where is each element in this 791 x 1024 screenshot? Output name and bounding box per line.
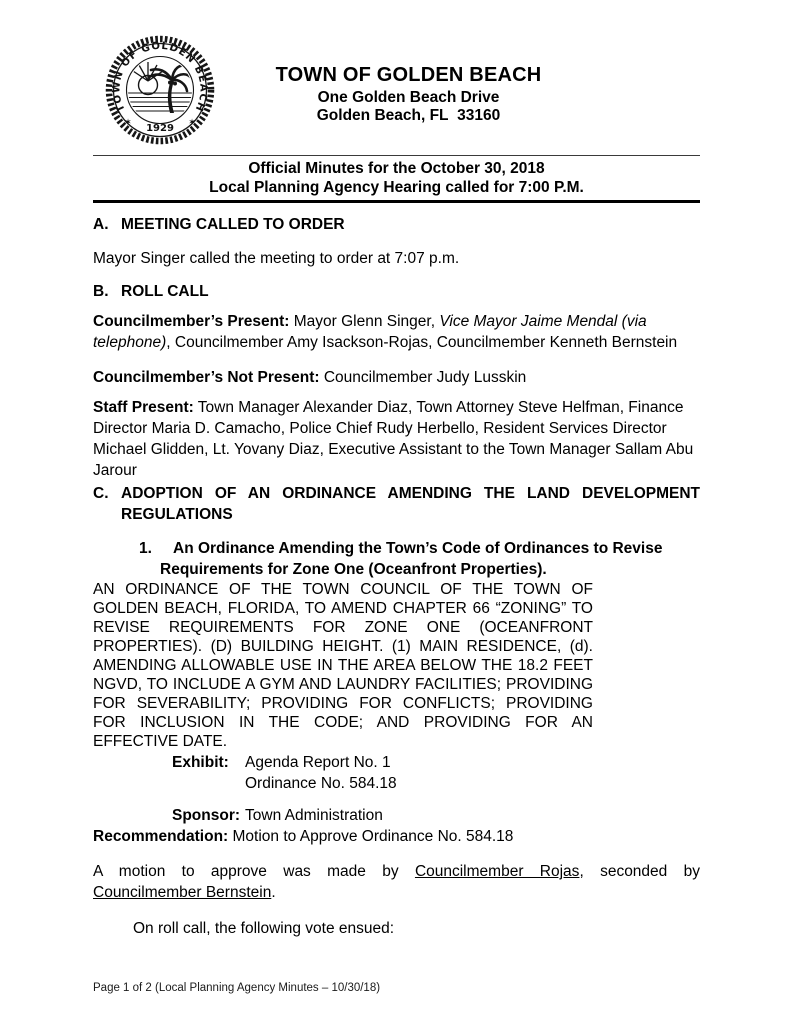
letterhead: [93, 62, 700, 125]
motion-text-1: A motion to approve was made by: [93, 863, 415, 880]
minutes-body: [93, 212, 700, 939]
org-address-line1: One Golden Beach Drive: [317, 89, 500, 106]
exhibit-line1: Agenda Report No. 1: [245, 754, 391, 771]
recommendation-row: [93, 826, 700, 847]
section-a-title: MEETING CALLED TO ORDER: [121, 216, 345, 233]
staff-present-text: Town Manager Alexander Diaz, Town Attorney Steve Helfman, Finance Director Maria D. Camacho, Police Chief Rudy Herbello, Resident Services Director Michael Glidden, Lt. Yovany Diaz, Executive Assistant to the Town Manager Sallam Abu Jarour: [93, 399, 694, 479]
present-text-2: , Councilmember Amy Isackson-Rojas, Councilmember Kenneth Bernstein: [166, 334, 678, 351]
seal-ring-text: TOWN OF GOLDEN BEACH: [111, 40, 209, 114]
ordinance-summary-text: AN ORDINANCE OF THE TOWN COUNCIL OF THE TOWN OF GOLDEN BEACH, FLORIDA, TO AMEND CHAPTER 66 “ZONING” TO REVISE REQUIREMENTS FOR ZONE ONE (OCEANFRONT PROPERTIES). (D) BUILDING HEIGHT. (1) MAIN RESIDENCE, (d). AMENDING ALLOWABLE USE IN THE AREA BELOW THE 18.2 FEET NGVD, TO INCLUDE A GYM AND LAUNDRY FACILITIES; PROVIDING FOR SEVERABILITY; PROVIDING FOR CONFLICTS; PROVIDING FOR INCLUSION IN THE CODE; AND PROVIDING FOR AN EFFECTIVE DATE.: [93, 581, 593, 750]
motion-text-2: , seconded by: [579, 863, 700, 880]
councilmembers-not-present-paragraph: [93, 367, 700, 388]
present-text-1: Mayor Glenn Singer,: [289, 313, 440, 330]
motion-mover: Councilmember Rojas: [414, 863, 580, 880]
org-name: TOWN OF GOLDEN BEACH: [275, 64, 542, 86]
seal-star-right-icon: ✶: [188, 118, 196, 128]
section-c-heading: [93, 483, 700, 525]
section-b-title: ROLL CALL: [121, 283, 209, 300]
roll-call-lead-in: On roll call, the following vote ensued:: [133, 920, 395, 937]
seal-star-left-icon: ✶: [124, 118, 132, 128]
section-a-heading: [93, 214, 700, 235]
staff-present-paragraph: [93, 397, 700, 481]
seal-year: 1929: [146, 123, 174, 134]
present-text-italic: Vice Mayor Jaime Mendal (via telephone): [93, 313, 647, 351]
motion-seconder: Councilmember Bernstein: [93, 884, 272, 901]
present-label: Councilmember’s Present:: [93, 313, 290, 330]
call-to-order-text: Mayor Singer called the meeting to order at 7:07 p.m.: [93, 250, 460, 267]
section-c-title-line1: ADOPTION OF AN ORDINANCE AMENDING THE LAND DEVELOPMENT: [121, 485, 700, 502]
exhibit-line2: Ordinance No. 584.18: [245, 775, 397, 792]
item-1-title: [93, 538, 700, 580]
page-footer: Page 1 of 2 (Local Planning Agency Minutes – 10/30/18): [93, 982, 381, 994]
item-1-title-text: An Ordinance Amending the Town’s Code of Ordinances to Revise Requirements for Zone One (Oceanfront Properties).: [160, 540, 663, 578]
motion-paragraph: [93, 861, 700, 903]
exhibit-label: Exhibit:: [172, 754, 229, 771]
item-1-number: 1.: [139, 540, 152, 557]
recommendation-value: Motion to Approve Ordinance No. 584.18: [228, 828, 514, 845]
section-b-letter: B.: [93, 283, 109, 300]
minutes-banner: [93, 155, 700, 203]
staff-present-label: Staff Present:: [93, 399, 194, 416]
banner-line2: Local Planning Agency Hearing called for 7:00 P.M.: [209, 179, 584, 196]
section-c-title-line2: REGULATIONS: [121, 506, 233, 523]
sponsor-label: Sponsor:: [172, 807, 241, 824]
exhibit-row: [172, 752, 700, 794]
not-present-label: Councilmember’s Not Present:: [93, 369, 320, 386]
motion-text-3: .: [271, 884, 276, 901]
banner-line1: Official Minutes for the October 30, 2018: [248, 160, 545, 177]
not-present-text: Councilmember Judy Lusskin: [319, 369, 527, 386]
section-c-letter: C.: [93, 485, 109, 502]
recommendation-label: Recommendation:: [93, 828, 229, 845]
councilmembers-present-paragraph: [93, 311, 700, 353]
org-address-line2: Golden Beach, FL 33160: [316, 107, 501, 124]
section-b-heading: [93, 281, 700, 302]
sponsor-value: Town Administration: [245, 807, 383, 824]
sponsor-row: [172, 805, 700, 826]
section-a-letter: A.: [93, 216, 109, 233]
